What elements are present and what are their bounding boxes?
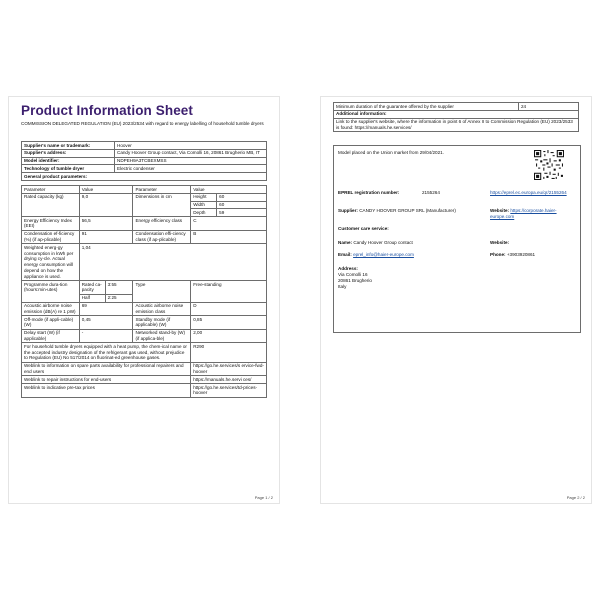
spare-parts-link[interactable]: https://go.he.services/s ervice-fwd-hoover <box>191 362 267 376</box>
noise-class-label: Acoustic airborne noise emission class <box>133 302 191 316</box>
condensation-class-label: Condensation effi-ciency class (if ap-plicable) <box>133 230 191 244</box>
supplier-name-label: Supplier's name or trademark: <box>22 142 115 150</box>
height-value: 60 <box>217 193 267 201</box>
supplier-label: Supplier: <box>338 208 358 213</box>
page-number: Page 1 / 2 <box>254 495 273 500</box>
height-label: Height <box>191 193 217 201</box>
rated-capacity-label: Rated capacity (kg) <box>22 193 80 216</box>
page-number: Page 2 / 2 <box>566 495 585 500</box>
eprel-number-label: EPREL registration number: <box>338 190 400 195</box>
supplier-address-value: Candy Hoover Group contact, Via Comolli 16, 20861 Brugherio MB, IT <box>115 149 267 157</box>
supplier-value: CANDY HOOVER GROUP SRL (Manufacturer) <box>359 208 456 213</box>
technology-label: Technology of tumble dryer <box>22 165 115 173</box>
additional-info-text: Link to the supplier's website, where the information in point 6 of Annex II to Commission Regulation (EU) 2023/2533 is found: https://manuals.he.services/ <box>334 118 579 132</box>
spare-parts-label: Weblink to information on spare parts availability for professional repairers and end users <box>22 362 191 376</box>
energy-class-label: Energy efficiency class <box>133 217 191 231</box>
programme-duration-label: Programme dura-tion (hours:min-utes) <box>22 281 80 302</box>
dimensions-label: Dimensions in cm <box>133 193 191 216</box>
email-link[interactable]: eprel_info@haier-europe.com <box>353 252 414 257</box>
qr-code-icon[interactable] <box>534 150 564 180</box>
eei-value: 56,5 <box>79 217 133 231</box>
rated-capacity-value: 9,0 <box>79 193 133 216</box>
eprel-number-value: 2155264 <box>422 190 440 195</box>
page-title: Product Information Sheet <box>21 103 194 118</box>
weighted-energy-label: Weighted energ-gy consumption in kWh per drying cy-cle. Actual energy consumption will depend on how the appliance is used. <box>22 244 80 281</box>
parameters-table <box>21 185 267 398</box>
phone-label: Phone: <box>490 252 506 257</box>
depth-value: 59 <box>217 209 267 217</box>
guarantee-value: 24 <box>519 103 579 111</box>
page-1 <box>8 96 280 504</box>
col-header-parameter-2: Parameter <box>133 186 191 194</box>
customer-care-title: Customer care service: <box>338 226 389 231</box>
guarantee-table <box>333 102 579 132</box>
market-placement-text: Model placed on the Union market from 29/04/2021. <box>338 150 444 155</box>
website-label: Website: <box>490 208 510 213</box>
off-mode-value: 0,45 <box>79 316 133 330</box>
condensation-class-value: B <box>191 230 267 244</box>
eprel-info-box <box>333 145 581 333</box>
general-parameters-title: General product parameters: <box>22 173 267 181</box>
phone-value: +3903920861 <box>506 252 536 257</box>
width-label: Width <box>191 201 217 209</box>
refrigerant-value: R290 <box>191 343 267 362</box>
contact-name-value: Candy Hoover Group contact <box>353 240 413 245</box>
supplier-address-label: Supplier's address: <box>22 149 115 157</box>
type-value: Free-standing <box>191 281 267 302</box>
website-link[interactable]: https://corporate.haier-europe.com <box>490 208 557 219</box>
networked-standby-label: Networked stand-by (W) (if applica-ble) <box>133 329 191 343</box>
page-2 <box>320 96 592 504</box>
regulation-text: COMMISSION DELEGATED REGULATION (EU) 2023/2534 with regard to energy labelling of household tumble dryers <box>21 121 264 126</box>
guarantee-label: Minimum duration of the guarantee offered by the supplier <box>334 103 519 111</box>
programme-rated-label: Rated ca-pacity <box>79 281 105 295</box>
standby-value: 0,85 <box>191 316 267 330</box>
repair-instructions-label: Weblink to repair instructions for end-users <box>22 376 191 384</box>
networked-standby-value: 2,00 <box>191 329 267 343</box>
address-line-3: Italy <box>338 284 347 289</box>
weighted-energy-value: 1,04 <box>79 244 266 281</box>
refrigerant-label: For household tumble dryers equipped with a heat pump, the chem-ical name or the accepted industry designation of the refrigerant gas used, without prejudice to Regulation (EU) No 517/2014 on fluorinat-ed greenhouse gases. <box>22 343 191 362</box>
address-line-1: Via Comolli 16 <box>338 272 368 277</box>
email-label: Email: <box>338 252 352 257</box>
condensation-efficiency-label: Condensation ef-ficiency (%) (if ap-plicable) <box>22 230 80 244</box>
col-header-value: Value <box>79 186 133 194</box>
contact-name-label: Name: <box>338 240 353 245</box>
eprel-link[interactable]: https://eprel.ec.europa.eu/qr/2155264 <box>490 190 567 195</box>
depth-label: Depth <box>191 209 217 217</box>
technology-value: Electric condenser <box>115 165 267 173</box>
noise-class-value: D <box>191 302 267 316</box>
pretax-prices-label: Weblink to indicative pre-tax prices <box>22 384 191 398</box>
energy-class-value: C <box>191 217 267 231</box>
standby-label: Standby mode (if applicable) (W) <box>133 316 191 330</box>
model-identifier-label: Model identifier: <box>22 157 115 165</box>
additional-info-title: Additional information: <box>334 110 579 118</box>
width-value: 60 <box>217 201 267 209</box>
contact-website-label: Website: <box>490 240 510 245</box>
model-identifier-value: NDPEH9A3TCBEXMSS <box>115 157 267 165</box>
programme-half-value: 2:25 <box>105 294 133 302</box>
col-header-parameter: Parameter <box>22 186 80 194</box>
supplier-info-table <box>21 141 267 181</box>
delay-start-value: - <box>79 329 133 343</box>
programme-rated-value: 3:55 <box>105 281 133 295</box>
off-mode-label: Off-mode (if appli-cable) (W) <box>22 316 80 330</box>
delay-start-label: Delay start (W) (if applicable) <box>22 329 80 343</box>
programme-half-label: Half <box>79 294 105 302</box>
col-header-value-2: Value <box>191 186 267 194</box>
eei-label: Energy Efficiency Index (EEI) <box>22 217 80 231</box>
supplier-name-value: Hoover <box>115 142 267 150</box>
noise-emission-label: Acoustic airborne noise emission (dB(A) re 1 pW) <box>22 302 80 316</box>
address-line-2: 20861 Brugherio <box>338 278 372 283</box>
type-label: Type <box>133 281 191 302</box>
address-label: Address: <box>338 266 358 271</box>
condensation-efficiency-value: 91 <box>79 230 133 244</box>
repair-instructions-link[interactable]: https://manuals.he.servi ces/ <box>191 376 267 384</box>
noise-emission-value: 69 <box>79 302 133 316</box>
pretax-prices-link[interactable]: https://go.he.services/td-prices-hoover <box>191 384 267 398</box>
